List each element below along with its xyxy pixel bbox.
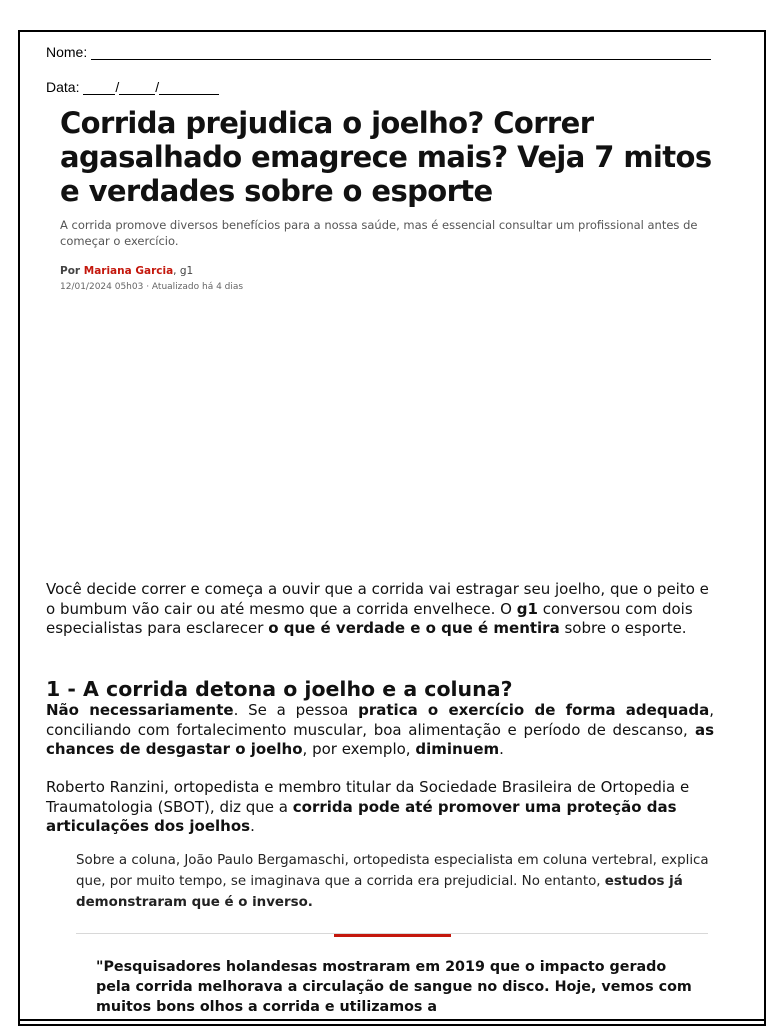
data-label: Data: [46, 79, 80, 95]
section-1-text-3: , por exemplo, [302, 740, 416, 758]
section-1-p2-bold: corrida pode até promover uma proteção das articulações dos joelhos [46, 797, 677, 835]
section-1-bold-3: as chances de desgastar o joelho [46, 720, 714, 758]
spine-text: Sobre a coluna, João Paulo Bergamaschi, ortopedista especialista em coluna vertebral, explica que, por muito tempo, se imaginava que a corrida era prejudicial. No entanto, [76, 853, 709, 889]
section-1-paragraph-2 [46, 778, 714, 837]
spine-paragraph [76, 850, 716, 913]
article-dateline: 12/01/2024 05h03 · Atualizado há 4 dias [60, 282, 244, 292]
article-byline [60, 265, 193, 277]
data-field[interactable] [46, 79, 219, 95]
intro-bold-truth: o que é verdade e o que é mentira [268, 619, 560, 637]
pull-quote: "Pesquisadores holandesas mostraram em 2019 que o impacto gerado pela corrida melhorava a circulação de sangue no disco. Hoje, vemos com muitos bons olhos a corrida e utilizamos a [96, 959, 692, 1015]
section-1-p2-text-2: . [250, 817, 255, 835]
data-separator: / [115, 79, 120, 95]
intro-bold-g1: g1 [516, 599, 538, 618]
section-1-title: 1 - A corrida detona o joelho e a coluna? [46, 677, 513, 701]
data-day-blank[interactable] [83, 80, 115, 95]
section-1-paragraph-1 [46, 701, 714, 760]
author-link[interactable]: Mariana Garcia [83, 265, 174, 277]
data-separator: / [155, 79, 160, 95]
nome-label: Nome: [46, 44, 88, 60]
intro-text-3: sobre o esporte. [559, 619, 687, 637]
nome-field[interactable] [46, 44, 711, 60]
section-1-bold-4: diminuem [415, 740, 500, 758]
section-1-text-1: . Se a pessoa [233, 701, 359, 719]
data-month-blank[interactable] [119, 80, 155, 95]
section-1-bold-1: Não necessariamente [46, 701, 234, 719]
intro-text-2: conversou com dois especialistas para esclarecer [46, 599, 693, 637]
byline-source: , g1 [173, 265, 194, 277]
section-1-p2-text-1: Roberto Ranzini, ortopedista e membro titular da Sociedade Brasileira de Ortopedia e Traumatologia (SBOT), diz que a [46, 778, 690, 816]
data-year-blank[interactable] [159, 80, 219, 95]
section-1-text-4: . [499, 740, 504, 758]
intro-text-1: Você decide correr e começa a ouvir que a corrida vai estragar seu joelho, que o peito e o bumbum vão cair ou até mesmo que a corrida envelhece. O [46, 580, 709, 618]
spine-bold: estudos já demonstraram que é o inverso. [76, 874, 683, 910]
section-1-bold-2: pratica o exercício de forma adequada [358, 701, 710, 719]
section-1-text-2: , conciliando com fortalecimento muscular, boa alimentação e período de descanso, [46, 701, 715, 739]
article-subtitle: A corrida promove diversos benefícios para a nossa saúde, mas é essencial consultar um profissional antes de começar o exercício. [60, 218, 698, 248]
quote-divider-accent [334, 934, 451, 937]
article-headline: Corrida prejudica o joelho? Correr agasalhado emagrece mais? Veja 7 mitos e verdades sobre o esporte [60, 106, 712, 208]
page-bottom-border [18, 1019, 766, 1021]
intro-paragraph [46, 580, 714, 639]
byline-prefix: Por [60, 265, 84, 277]
nome-blank-line[interactable] [91, 45, 711, 60]
